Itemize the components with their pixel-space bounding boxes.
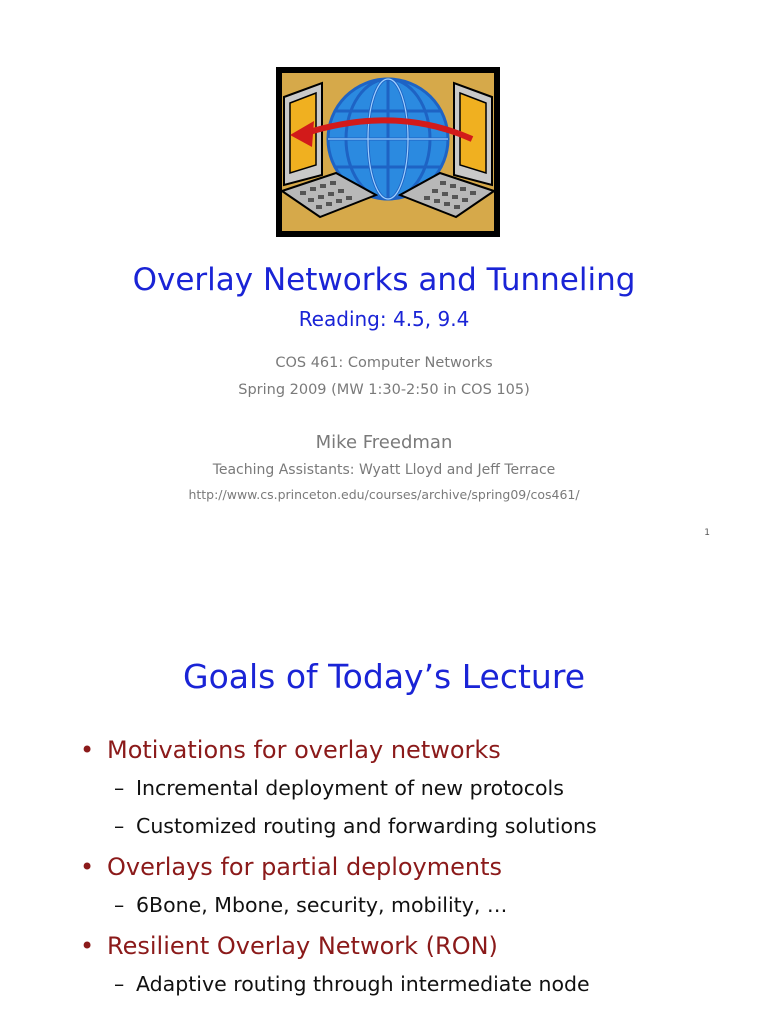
dash-icon: –: [114, 776, 125, 800]
bullet-dot-icon: •: [80, 736, 95, 764]
goals-slide: [0, 570, 768, 1024]
page-number: 1: [704, 528, 710, 538]
bullet-item: [80, 849, 760, 890]
bullet-list: [80, 732, 760, 1007]
dash-icon: –: [114, 814, 125, 838]
networked-computers-globe-icon: [276, 67, 500, 237]
sub-bullet-text: Customized routing and forwarding solutions: [136, 814, 597, 838]
dash-icon: –: [114, 893, 125, 917]
course-url: http://www.cs.princeton.edu/courses/archive/spring09/cos461/: [188, 487, 580, 502]
course-name: COS 461: Computer Networks: [275, 355, 493, 371]
teaching-assistants: Teaching Assistants: Wyatt Lloyd and Jeff Terrace: [212, 462, 556, 478]
instructor-name: Mike Freedman: [315, 432, 453, 453]
bullet-item: [80, 732, 760, 773]
bullet-text: Motivations for overlay networks: [107, 736, 501, 764]
sub-bullet-text: Adaptive routing through intermediate node: [136, 972, 590, 996]
bullet-text: Overlays for partial deployments: [107, 853, 503, 881]
bullet-dot-icon: •: [80, 932, 95, 960]
sub-bullet-text: Incremental deployment of new protocols: [136, 776, 564, 800]
sub-bullet-text: 6Bone, Mbone, security, mobility, …: [136, 893, 508, 917]
sub-bullet-item: [80, 890, 760, 928]
dash-icon: –: [114, 972, 125, 996]
reading-subtitle: Reading: 4.5, 9.4: [298, 307, 470, 331]
slide-title: Overlay Networks and Tunneling: [132, 262, 636, 298]
slide-title: Goals of Today’s Lecture: [183, 657, 585, 696]
sub-bullet-item: [80, 969, 760, 1007]
bullet-text: Resilient Overlay Network (RON): [107, 932, 498, 960]
bullet-dot-icon: •: [80, 853, 95, 881]
semester-info: Spring 2009 (MW 1:30-2:50 in COS 105): [238, 382, 530, 398]
sub-bullet-item: [80, 811, 760, 849]
sub-bullet-item: [80, 773, 760, 811]
bullet-item: [80, 928, 760, 969]
